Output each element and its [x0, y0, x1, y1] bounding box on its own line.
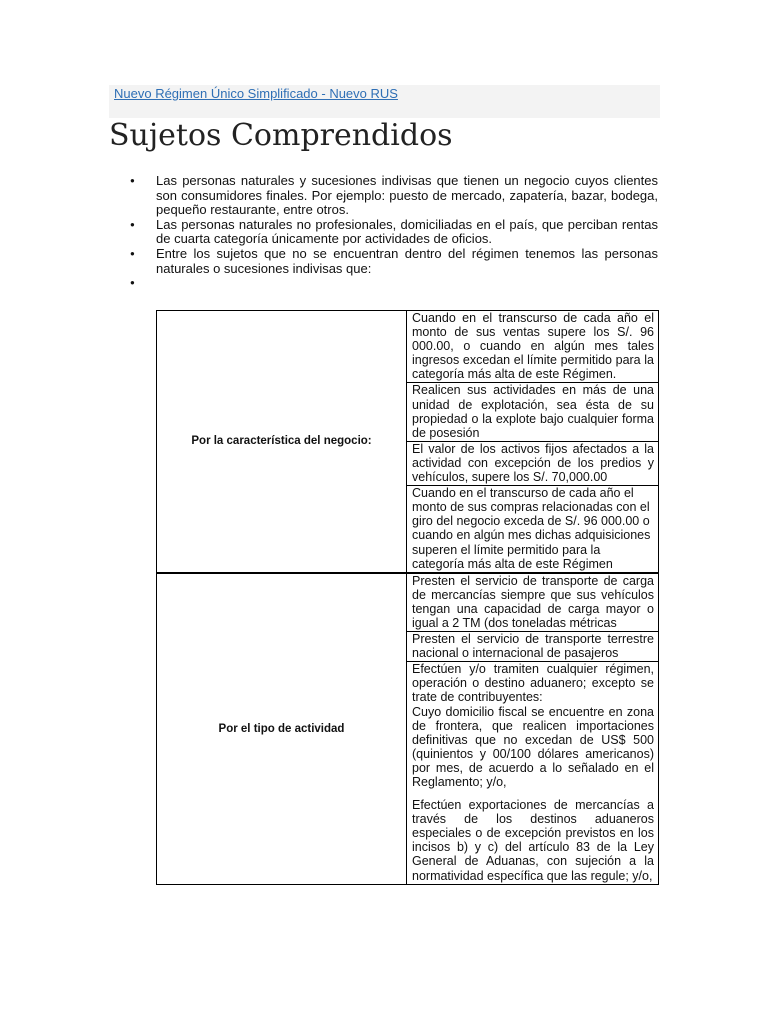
requirement-cell	[407, 383, 659, 441]
requirement-text: El valor de los activos fijos afectados a la actividad con excepción de los predios y vehículos, supere los S/. 70,000.00	[412, 441, 654, 485]
requirement-cell	[407, 662, 659, 884]
breadcrumb-link[interactable]: Nuevo Régimen Único Simplificado - Nuevo RUS	[114, 86, 398, 101]
category-cell: Por la característica del negocio:	[157, 311, 407, 573]
list-item: ● Entre los sujetos que no se encuentran dentro del régimen tenemos las personas naturales o sucesiones indivisas que:	[156, 247, 658, 276]
requirement-cell	[407, 311, 659, 383]
requirement-text: Presten el servicio de transporte de carga de mercancías siempre que sus vehículos tengan una capacidad de carga mayor o igual a 2 TM (dos toneladas métricas	[412, 573, 654, 630]
requirement-cell	[407, 632, 659, 662]
table-row	[157, 311, 659, 383]
list-item	[156, 276, 658, 291]
requirement-text: Cuyo domicilio fiscal se encuentre en zona de frontera, que realicen importaciones definitivas que no excedan de US$ 500 (quinientos y 00/100 dólares americanos) por mes, de acuerdo a lo señalado en el Reglamento; y/o,	[412, 704, 654, 789]
requirement-text: Realicen sus actividades en más de una unidad de explotación, sea ésta de su propiedad o la explote bajo cualquier forma de posesión	[412, 383, 654, 440]
requirements-table	[156, 310, 659, 885]
list-item: ● Las personas naturales no profesionales, domiciliadas en el país, que perciban rentas de cuarta categoría únicamente por actividades de oficios.	[156, 218, 658, 247]
category-cell: Por el tipo de actividad	[157, 573, 407, 884]
requirement-text: Cuando en el transcurso de cada año el monto de sus ventas supere los S/. 96 000.00, o cuando en algún mes tales ingresos excedan el límite permitido para la categoría más alta de este Régimen.	[412, 311, 654, 382]
table-row	[157, 573, 659, 632]
bullet-list	[156, 174, 658, 291]
requirement-text: Presten el servicio de transporte terrestre nacional o internacional de pasajeros	[412, 632, 654, 661]
breadcrumb	[109, 85, 660, 118]
requirement-cell	[407, 486, 659, 573]
requirement-cell	[407, 441, 659, 485]
list-item: ● Las personas naturales y sucesiones indivisas que tienen un negocio cuyos clientes son consumidores finales. Por ejemplo: puesto de mercado, zapatería, bazar, bodega, pequeño restaurante, entre otros.	[156, 174, 658, 218]
requirement-cell	[407, 573, 659, 632]
requirement-text: Efectúen exportaciones de mercancías a través de los destinos aduaneros especiales o de excepción previstos en los incisos b) y c) del artículo 83 de la Ley General de Aduanas, con sujeción a la normatividad específica que las regule; y/o,	[412, 798, 654, 883]
requirement-text: Cuando en el transcurso de cada año el monto de sus compras relacionadas con el giro del negocio exceda de S/. 96 000.00 o cuando en algún mes dichas adquisiciones superen el límite permitido para la categoría más alta de este Régimen	[412, 486, 651, 571]
requirement-text: Efectúen y/o tramiten cualquier régimen, operación o destino aduanero; excepto se trate de contribuyentes:	[412, 662, 654, 705]
page-title: Sujetos Comprendidos	[109, 118, 453, 153]
